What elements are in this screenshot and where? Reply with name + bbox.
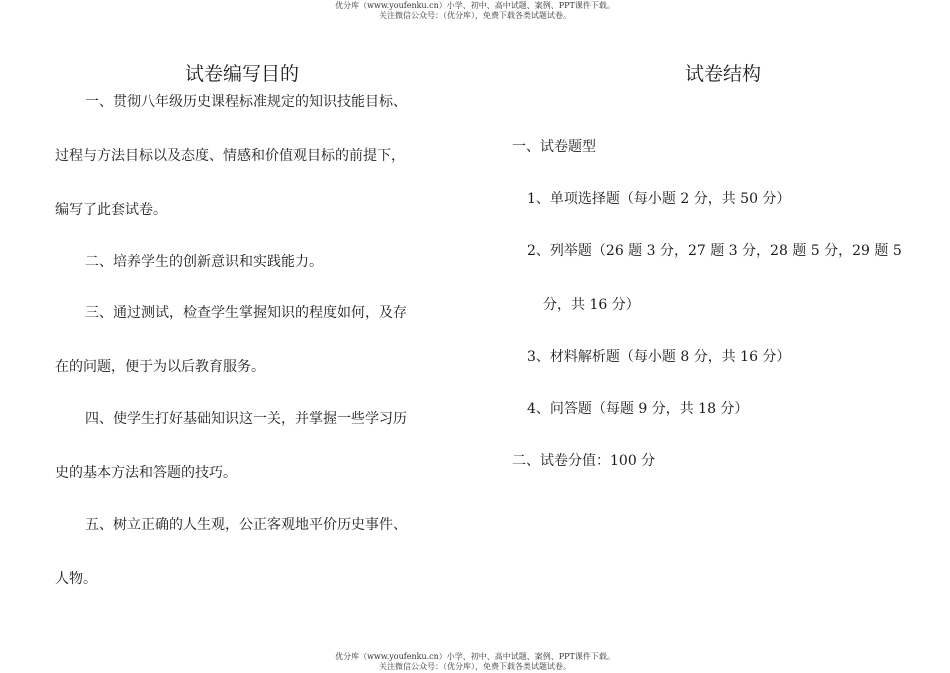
purpose-line-1: 一、贯彻八年级历史课程标准规定的知识技能目标、 [85,94,407,110]
purpose-line-6: 在的问题，便于为以后教育服务。 [55,359,265,375]
purpose-line-3: 编写了此套试卷。 [55,202,167,218]
footer-watermark-line1: 优分库（www.youfenku.cn）小学、初中、高中试题、案例、PPT课件下载。 [335,652,615,661]
footer-watermark-line2: 关注微信公众号：（优分库），免费下载各类试题试卷。 [379,662,571,671]
header-watermark [0,1,950,21]
purpose-line-7: 四、使学生打好基础知识这一关，并掌握一些学习历 [85,411,407,427]
purpose-line-8: 史的基本方法和答题的技巧。 [55,465,237,481]
structure-line-2: 1、单项选择题（每小题 2 分，共 50 分） [527,191,791,207]
structure-line-6: 4、问答题（每题 9 分，共 18 分） [527,401,749,417]
purpose-line-5: 三、通过测试，检查学生掌握知识的程度如何，及存 [85,305,407,321]
purpose-line-10: 人物。 [55,571,97,587]
structure-line-4: 分，共 16 分） [543,297,640,313]
purpose-section [55,60,445,587]
header-watermark-line1: 优分库（www.youfenku.cn）小学、初中、高中试题、案例、PPT课件下载。 [335,1,615,10]
structure-section [510,60,930,469]
footer-watermark [0,652,950,672]
structure-line-5: 3、材料解析题（每小题 8 分，共 16 分） [527,349,791,365]
purpose-line-4: 二、培养学生的创新意识和实践能力。 [85,254,323,270]
structure-line-1: 一、试卷题型 [512,139,596,155]
header-watermark-line2: 关注微信公众号：（优分库），免费下载各类试题试卷。 [379,11,571,20]
structure-line-3: 2、列举题（26 题 3 分，27 题 3 分，28 题 5 分，29 题 5 [527,243,902,259]
purpose-line-9: 五、树立正确的人生观，公正客观地平价历史事件、 [85,517,407,533]
purpose-title: 试卷编写目的 [185,63,300,85]
structure-title: 试卷结构 [685,63,762,85]
purpose-line-2: 过程与方法目标以及态度、情感和价值观目标的前提下， [55,148,405,164]
structure-line-7: 二、试卷分值：100 分 [512,453,656,469]
